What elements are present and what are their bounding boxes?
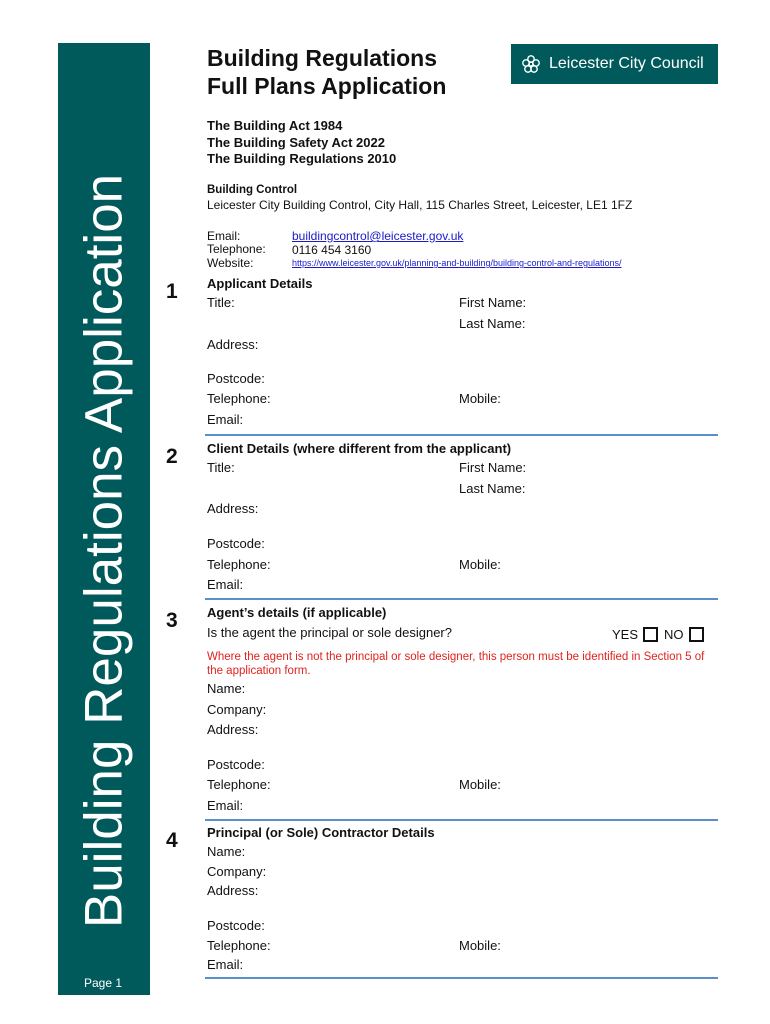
rose-icon bbox=[519, 52, 543, 76]
name-field-label: Name: bbox=[207, 681, 246, 696]
sidebar-title: Building Regulations Application bbox=[74, 173, 134, 929]
address-field-label: Address: bbox=[207, 722, 259, 737]
email-field-label: Email: bbox=[207, 957, 244, 972]
postcode-field-label: Postcode: bbox=[207, 371, 265, 386]
telephone-value: 0116 454 3160 bbox=[292, 243, 372, 257]
address-field-label: Address: bbox=[207, 337, 259, 352]
name-field-label: Name: bbox=[207, 844, 246, 859]
section-divider bbox=[205, 819, 718, 821]
telephone-field-label: Telephone: bbox=[207, 777, 271, 792]
website-link[interactable]: https://www.leicester.gov.uk/planning-and-building/building-control-and-regulations/ bbox=[292, 258, 622, 268]
address-field-label: Address: bbox=[207, 883, 259, 898]
website-label: Website: bbox=[207, 256, 254, 270]
act-item: The Building Act 1984 bbox=[207, 118, 343, 133]
no-checkbox[interactable] bbox=[689, 627, 704, 642]
document-title bbox=[207, 44, 446, 100]
postcode-field-label: Postcode: bbox=[207, 536, 265, 551]
logo-text: Leicester City Council bbox=[549, 55, 704, 72]
section-divider bbox=[205, 598, 718, 600]
mobile-field-label: Mobile: bbox=[459, 557, 501, 572]
first-name-field-label: First Name: bbox=[459, 460, 527, 475]
council-logo bbox=[511, 44, 718, 84]
section-divider bbox=[205, 434, 718, 436]
section-1-title: Applicant Details bbox=[207, 276, 313, 291]
company-field-label: Company: bbox=[207, 864, 267, 879]
act-item: The Building Regulations 2010 bbox=[207, 151, 397, 166]
telephone-field-label: Telephone: bbox=[207, 391, 271, 406]
section-3-title: Agent’s details (if applicable) bbox=[207, 605, 387, 620]
section-2-title: Client Details (where different from the applicant) bbox=[207, 441, 512, 456]
section-3-number: 3 bbox=[166, 609, 178, 632]
building-control-address: Leicester City Building Control, City Hall, 115 Charles Street, Leicester, LE1 1FZ bbox=[207, 198, 633, 212]
section-1-number: 1 bbox=[166, 280, 178, 303]
page-number: Page 1 bbox=[84, 976, 123, 990]
building-control-heading: Building Control bbox=[207, 184, 298, 196]
email-field-label: Email: bbox=[207, 798, 244, 813]
company-field-label: Company: bbox=[207, 702, 267, 717]
agent-note: Where the agent is not the principal or sole designer, this person must be identified in Section 5 of the application form. bbox=[207, 651, 705, 677]
acts-list bbox=[207, 118, 396, 168]
address-field-label: Address: bbox=[207, 501, 259, 516]
section-divider bbox=[205, 977, 718, 979]
mobile-field-label: Mobile: bbox=[459, 391, 501, 406]
sidebar-band bbox=[58, 43, 150, 995]
postcode-field-label: Postcode: bbox=[207, 918, 265, 933]
first-name-field-label: First Name: bbox=[459, 295, 527, 310]
last-name-field-label: Last Name: bbox=[459, 481, 526, 496]
agent-designer-question: Is the agent the principal or sole designer? bbox=[207, 625, 452, 640]
no-label: NO bbox=[664, 627, 684, 642]
mobile-field-label: Mobile: bbox=[459, 777, 501, 792]
email-link[interactable]: buildingcontrol@leicester.gov.uk bbox=[292, 229, 464, 243]
yes-checkbox[interactable] bbox=[643, 627, 658, 642]
title-field-label: Title: bbox=[207, 295, 235, 310]
mobile-field-label: Mobile: bbox=[459, 938, 501, 953]
email-label: Email: bbox=[207, 229, 241, 243]
telephone-field-label: Telephone: bbox=[207, 938, 271, 953]
email-field-label: Email: bbox=[207, 577, 244, 592]
title-field-label: Title: bbox=[207, 460, 235, 475]
section-2-number: 2 bbox=[166, 445, 178, 468]
telephone-label: Telephone: bbox=[207, 242, 266, 256]
last-name-field-label: Last Name: bbox=[459, 316, 526, 331]
yes-no-options bbox=[612, 627, 710, 642]
email-field-label: Email: bbox=[207, 412, 244, 427]
section-4-number: 4 bbox=[166, 829, 178, 852]
title-line-1: Building Regulations bbox=[207, 45, 437, 71]
postcode-field-label: Postcode: bbox=[207, 757, 265, 772]
telephone-field-label: Telephone: bbox=[207, 557, 271, 572]
yes-label: YES bbox=[612, 627, 639, 642]
section-4-title: Principal (or Sole) Contractor Details bbox=[207, 825, 435, 840]
title-line-2: Full Plans Application bbox=[207, 73, 447, 99]
act-item: The Building Safety Act 2022 bbox=[207, 134, 385, 150]
